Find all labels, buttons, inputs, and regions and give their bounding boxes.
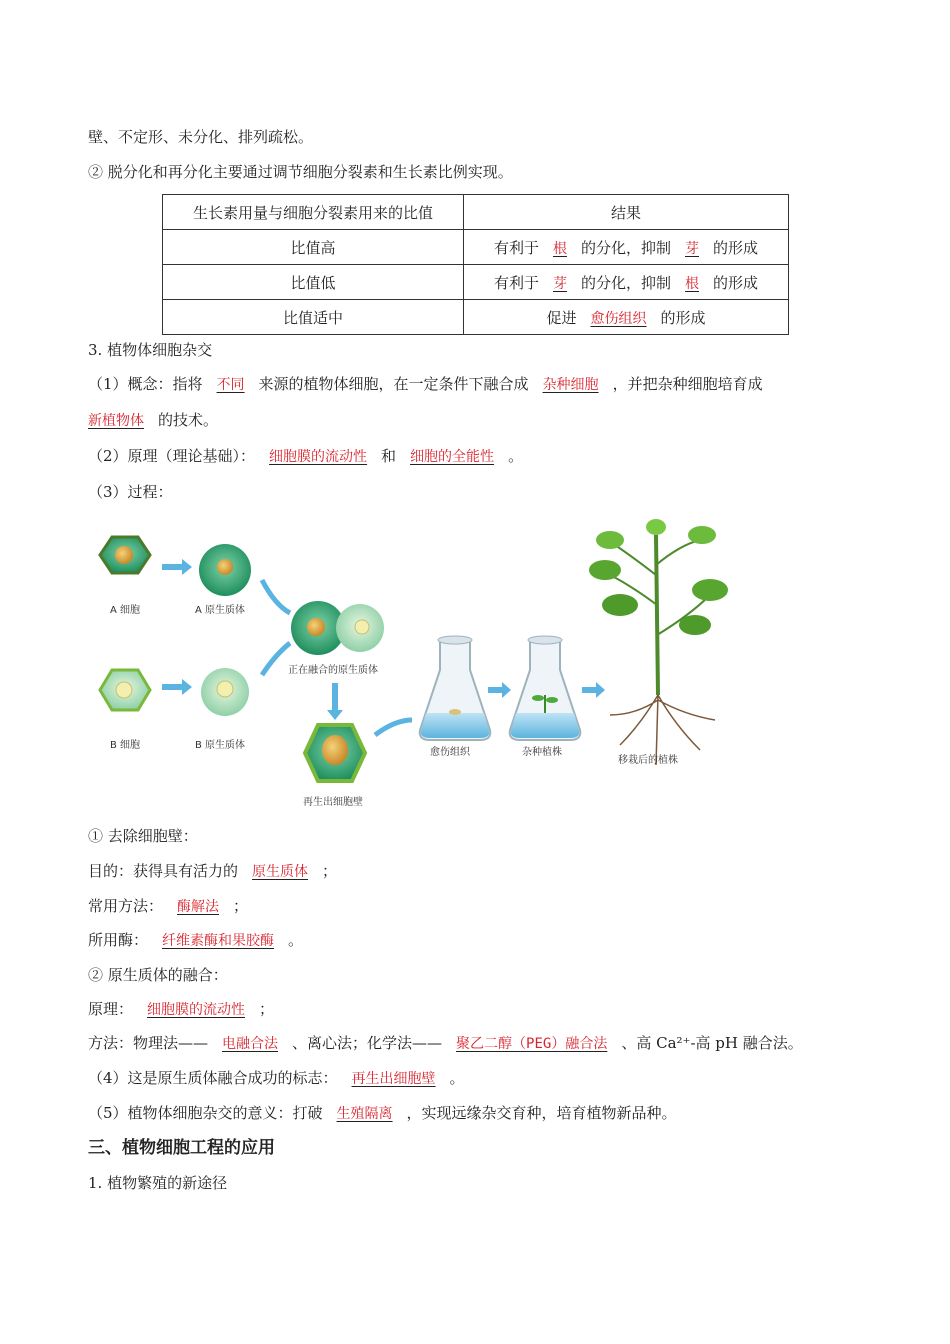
callus-flask-icon bbox=[420, 636, 491, 740]
fig-label: B 细胞 bbox=[110, 740, 141, 751]
table-cell: 比值高 bbox=[163, 230, 464, 265]
table-cell: 比值低 bbox=[163, 265, 464, 300]
fig-label: A 原生质体 bbox=[195, 605, 246, 616]
arrow-icon bbox=[262, 580, 290, 613]
fig-label: 再生出细胞壁 bbox=[303, 797, 363, 808]
fig-label: B 原生质体 bbox=[195, 740, 246, 751]
table-header: 生长素用量与细胞分裂素用来的比值 bbox=[163, 195, 464, 230]
fig-label: 杂种植株 bbox=[522, 747, 562, 758]
text-line: ① 去除细胞壁： bbox=[88, 827, 198, 845]
text-line: ② 脱分化和再分化主要通过调节细胞分裂素和生长素比例实现。 bbox=[88, 163, 513, 181]
text-line: 常用方法： 酶解法 ； bbox=[88, 897, 249, 915]
text-line: 原理： 细胞膜的流动性 ； bbox=[88, 1000, 275, 1018]
fig-label: A 细胞 bbox=[110, 605, 141, 616]
transplanted-plant-icon bbox=[589, 519, 728, 765]
text-line: 目的：获得具有活力的 原生质体 ； bbox=[88, 862, 338, 880]
text-line: （1）概念：指将 不同 来源的植物体细胞，在一定条件下融合成 杂种细胞 ，并把杂种细胞培育成 bbox=[88, 375, 763, 393]
text-line: 新植物体 的技术。 bbox=[88, 411, 219, 429]
section-heading: 三、植物细胞工程的应用 bbox=[88, 1138, 275, 1158]
text-line: （3）过程： bbox=[88, 483, 173, 501]
hybrid-plant-flask-icon bbox=[510, 636, 581, 740]
section-heading: 3. 植物体细胞杂交 bbox=[88, 341, 213, 359]
fig-label: 正在融合的原生质体 bbox=[288, 665, 378, 676]
text-line: （2）原理（理论基础）： 细胞膜的流动性 和 细胞的全能性 。 bbox=[88, 447, 524, 465]
fig-label: 愈伤组织 bbox=[430, 747, 470, 758]
text-line: （4）这是原生质体融合成功的标志： 再生出细胞壁 。 bbox=[88, 1069, 465, 1087]
b-cell-icon bbox=[100, 670, 150, 710]
table-cell: 有利于 根 的分化，抑制 芽 的形成 bbox=[464, 230, 789, 265]
ratio-table bbox=[162, 194, 789, 335]
table-cell: 有利于 芽 的分化，抑制 根 的形成 bbox=[464, 265, 789, 300]
text-line: 1. 植物繁殖的新途径 bbox=[88, 1174, 228, 1192]
hybridization-process-figure bbox=[90, 515, 740, 815]
fusing-protoplast-icon bbox=[291, 601, 384, 655]
fig-label: 移栽后的植株 bbox=[618, 755, 678, 766]
a-cell-icon bbox=[100, 537, 150, 573]
text-line: 所用酶： 纤维素酶和果胶酶 。 bbox=[88, 931, 304, 949]
arrow-icon bbox=[262, 643, 290, 675]
table-cell: 促进 愈伤组织 的形成 bbox=[464, 300, 789, 335]
text-line: 方法：物理法—— 电融合法 、离心法；化学法—— 聚乙二醇（PEG）融合法 、高 Ca²⁺-高 pH 融合法。 bbox=[88, 1034, 803, 1052]
table-cell: 比值适中 bbox=[163, 300, 464, 335]
text-line: 壁、不定形、未分化、排列疏松。 bbox=[88, 128, 314, 146]
table-header: 结果 bbox=[464, 195, 789, 230]
regenerated-cell-icon bbox=[305, 725, 365, 781]
text-line: ② 原生质体的融合： bbox=[88, 966, 228, 984]
text-line: （5）植物体细胞杂交的意义：打破 生殖隔离 ，实现远缘杂交育种，培育植物新品种。 bbox=[88, 1104, 677, 1122]
arrow-icon bbox=[375, 720, 412, 735]
